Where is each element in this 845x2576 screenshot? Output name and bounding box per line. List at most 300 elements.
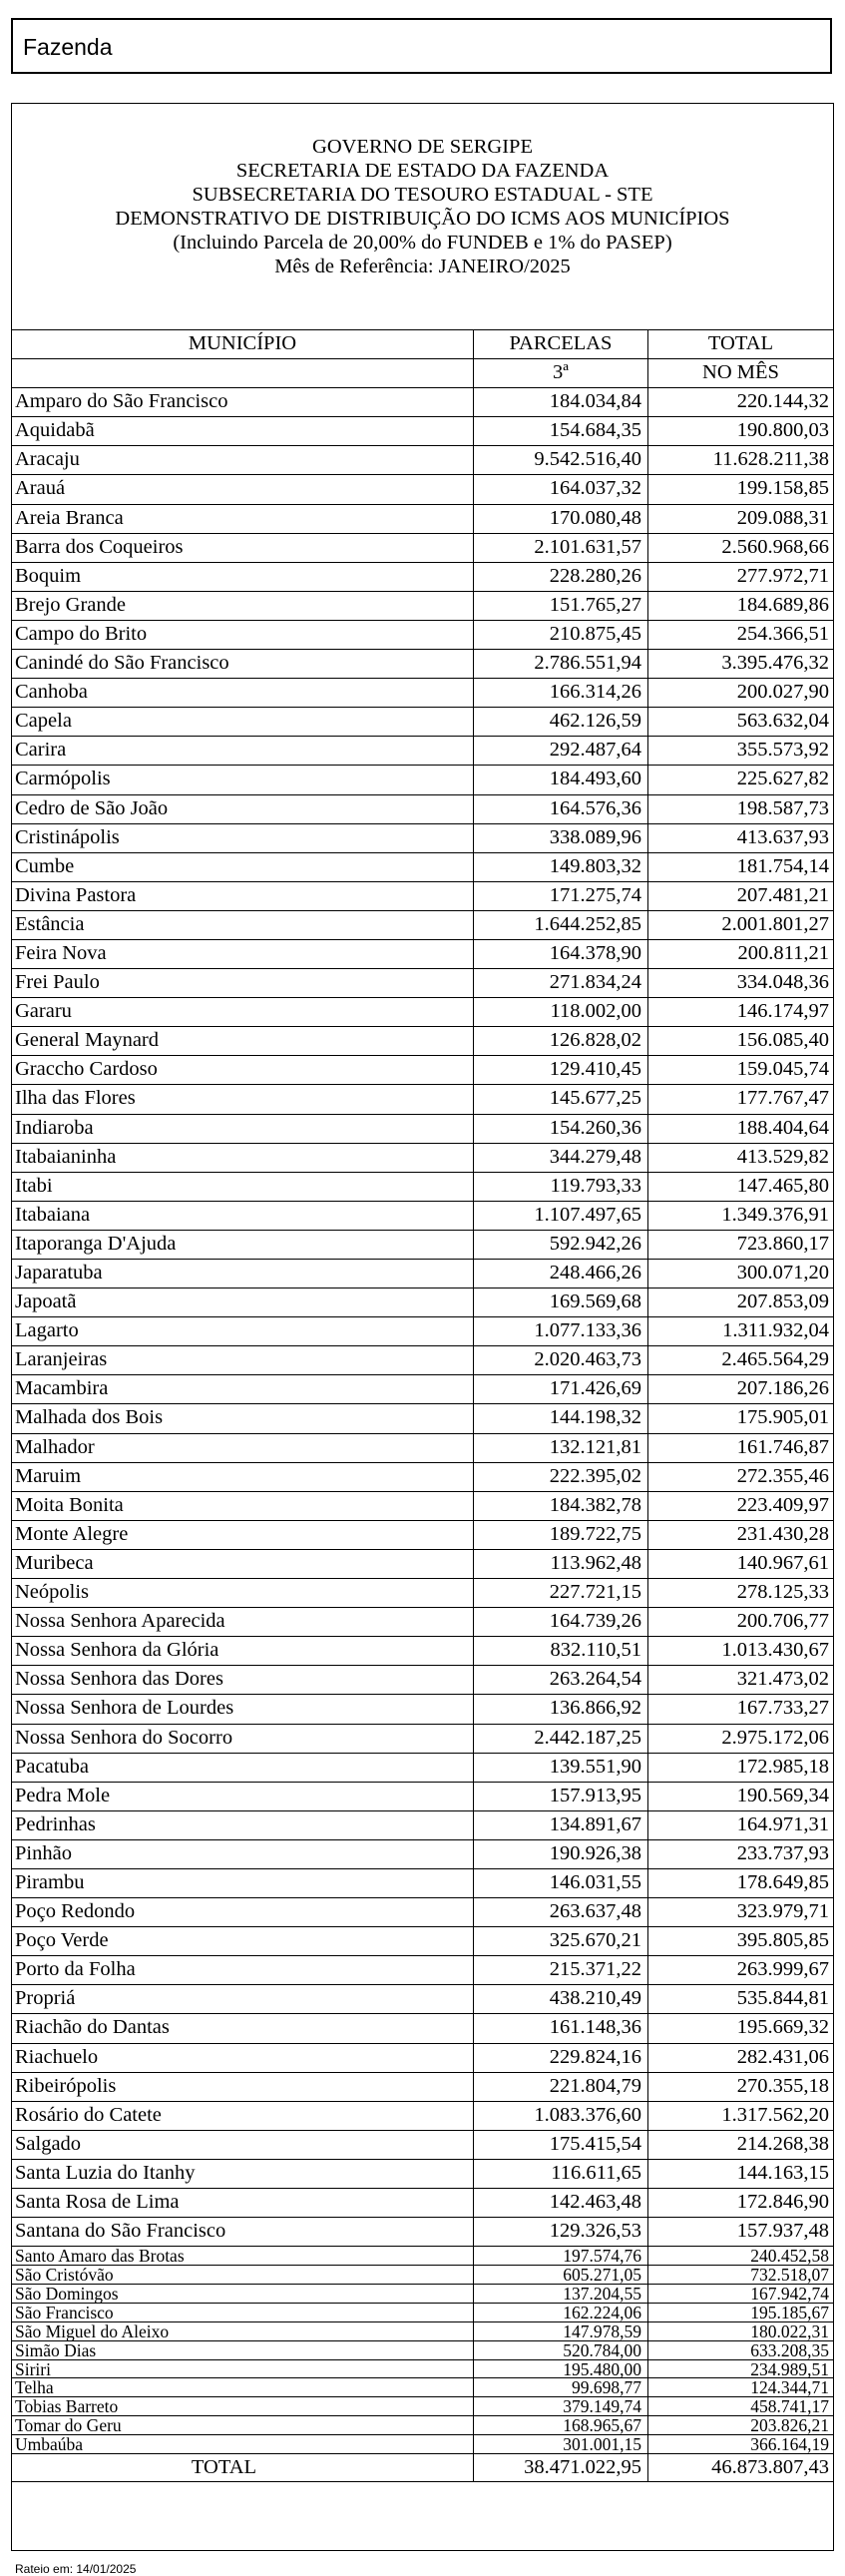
total-mes-cell: 254.366,51 [647,621,833,649]
total-mes-cell: 177.767,47 [647,1085,833,1113]
total-mes-cell: 11.628.211,38 [647,446,833,474]
total-mes-cell: 146.174,97 [647,998,833,1026]
municipio-cell: Carira [15,739,67,762]
parcela-cell: 154.684,35 [473,417,647,445]
municipio-cell: Japaratuba [15,1262,103,1284]
municipio-cell: Barra dos Coqueiros [15,535,184,558]
total-mes-cell: 234.989,51 [647,2360,833,2378]
parcela-cell: 170.080,48 [473,505,647,533]
total-mes-cell: 164.971,31 [647,1811,833,1839]
total-mes-cell: 188.404,64 [647,1115,833,1143]
total-label: TOTAL [191,2455,257,2478]
parcela-cell: 118.002,00 [473,998,647,1026]
table-row [12,445,833,474]
municipio-cell: Santa Luzia do Itanhy [15,2161,196,2184]
parcela-cell: 164.576,36 [473,795,647,823]
table-row [12,591,833,620]
municipio-cell: Itabi [15,1174,53,1197]
municipio-cell: Muribeca [15,1551,94,1574]
table-row [12,1172,833,1201]
parcela-cell: 344.279,48 [473,1144,647,1172]
app-header-bar [11,18,832,74]
table-row [12,1114,833,1143]
parcela-cell: 164.739,26 [473,1608,647,1636]
total-mes-cell: 157.937,48 [647,2218,833,2246]
total-mes-cell: 225.627,82 [647,766,833,793]
title-line-subsecretaria: SUBSECRETARIA DO TESOURO ESTADUAL - STE [192,184,653,206]
parcela-cell: 129.410,45 [473,1056,647,1084]
subheader-total: NO MÊS [647,359,833,387]
parcela-cell: 151.765,27 [473,592,647,620]
municipio-cell: Santana do São Francisco [15,2220,226,2243]
parcela-cell: 379.149,74 [473,2397,647,2415]
total-mes-cell: 172.846,90 [647,2189,833,2217]
table-row [12,997,833,1026]
total-mes-cell: 207.186,26 [647,1375,833,1403]
title-line-secretaria: SECRETARIA DE ESTADO DA FAZENDA [235,160,610,182]
parcela-cell: 161.148,36 [473,2014,647,2042]
table-body [12,387,833,2453]
table-row [12,2377,833,2396]
subheader-parcelas: 3ª [473,359,647,387]
municipio-cell: Malhador [15,1435,95,1458]
table-row [12,1201,833,1230]
parcela-cell: 438.210,49 [473,1985,647,2013]
total-mes-cell: 563.632,04 [647,708,833,736]
total-mes-cell: 413.529,82 [647,1144,833,1172]
parcela-cell: 99.698,77 [473,2378,647,2396]
municipio-cell: Itabaiana [15,1203,91,1226]
parcela-cell: 184.034,84 [473,388,647,416]
total-mes-cell: 178.649,85 [647,1869,833,1897]
table-row [12,1782,833,1810]
municipio-cell: Santa Rosa de Lima [15,2191,180,2213]
table-subheader-row [12,358,833,387]
total-mes-cell: 199.158,85 [647,475,833,503]
table-row [12,2159,833,2188]
parcela-cell: 149.803,32 [473,853,647,881]
municipio-cell: Indiaroba [15,1116,94,1139]
table-row [12,1403,833,1432]
table-row [12,2246,833,2265]
total-mes-cell: 175.905,01 [647,1404,833,1432]
table-row [12,1026,833,1055]
municipio-cell: Gararu [15,1000,72,1023]
table-row [12,910,833,939]
parcela-cell: 142.463,48 [473,2189,647,2217]
table-row [12,939,833,968]
municipio-cell: Canindé do São Francisco [15,652,229,675]
municipio-cell: Cumbe [15,854,75,877]
total-mes-cell: 144.163,15 [647,2160,833,2188]
table-row [12,1288,833,1316]
parcela-cell: 292.487,64 [473,737,647,765]
total-mes-cell: 270.355,18 [647,2073,833,2101]
parcela-cell: 325.670,21 [473,1927,647,1955]
title-line-fundeb: (Incluindo Parcela de 20,00% do FUNDEB e 1% do PASEP) [173,232,672,254]
table-row [12,504,833,533]
total-mes-cell: 159.045,74 [647,1056,833,1084]
parcela-cell: 520.784,00 [473,2341,647,2359]
parcela-cell: 229.824,16 [473,2044,647,2072]
parcela-cell: 605.271,05 [473,2266,647,2284]
table-row [12,1984,833,2013]
table-row [12,387,833,416]
municipio-cell: Malhada dos Bois [15,1406,164,1429]
parcela-cell: 171.275,74 [473,882,647,910]
table-row [12,1694,833,1723]
table-row [12,562,833,591]
municipio-cell: Brejo Grande [15,593,126,616]
table-row [12,1143,833,1172]
total-mes-cell: 334.048,36 [647,969,833,997]
total-mes-cell: 124.344,71 [647,2378,833,2396]
parcela-cell: 157.913,95 [473,1783,647,1810]
table-row [12,2415,833,2434]
total-mes-cell: 278.125,33 [647,1579,833,1607]
table-row [12,881,833,910]
parcela-cell: 263.637,48 [473,1898,647,1926]
table-row [12,2321,833,2340]
parcela-cell: 271.834,24 [473,969,647,997]
municipio-cell: São Cristóvão [15,2265,114,2286]
parcela-cell: 263.264,54 [473,1666,647,1694]
total-mes-cell: 1.349.376,91 [647,1202,833,1230]
municipio-cell: Nossa Senhora de Lourdes [15,1697,234,1720]
municipio-cell: Lagarto [15,1319,79,1342]
municipio-cell: Tomar do Geru [15,2415,122,2436]
parcela-cell: 197.574,76 [473,2247,647,2265]
table-row [12,1753,833,1782]
municipio-cell: Moita Bonita [15,1493,124,1516]
icms-table [12,329,833,2482]
total-mes-cell: 1.013.430,67 [647,1637,833,1665]
municipio-cell: Poço Verde [15,1929,109,1952]
municipio-cell: Canhoba [15,681,88,704]
table-row [12,1084,833,1113]
municipio-cell: Estância [15,912,85,935]
total-mes-cell: 167.942,74 [647,2285,833,2303]
total-mes-cell: 723.860,17 [647,1231,833,1259]
total-mes-cell: 1.317.562,20 [647,2102,833,2130]
header-municipio: MUNICÍPIO [188,332,297,354]
table-row [12,852,833,881]
municipio-cell: Pinhão [15,1841,72,1864]
parcela-cell: 126.828,02 [473,1027,647,1055]
municipio-cell: Ribeirópolis [15,2074,117,2097]
municipio-cell: Riachão do Dantas [15,2016,170,2039]
parcela-cell: 137.204,55 [473,2285,647,2303]
total-mes-cell: 240.452,58 [647,2247,833,2265]
table-row [12,1345,833,1374]
municipio-cell: Ilha das Flores [15,1087,136,1110]
total-mes-cell: 413.637,93 [647,824,833,852]
parcela-cell: 136.866,92 [473,1695,647,1723]
municipio-cell: Divina Pastora [15,883,137,906]
total-mes-cell: 2.001.801,27 [647,911,833,939]
parcela-cell: 301.001,15 [473,2435,647,2453]
municipio-cell: General Maynard [15,1029,160,1052]
parcela-cell: 210.875,45 [473,621,647,649]
total-mes-cell: 355.573,92 [647,737,833,765]
table-row [12,1665,833,1694]
total-mes-cell: 207.481,21 [647,882,833,910]
parcela-cell: 144.198,32 [473,1404,647,1432]
total-mes-cell: 223.409,97 [647,1492,833,1520]
table-row [12,2303,833,2321]
total-mes-cell: 190.800,03 [647,417,833,445]
parcela-cell: 248.466,26 [473,1260,647,1288]
total-mes-cell: 633.208,35 [647,2341,833,2359]
table-row [12,1316,833,1345]
table-row [12,765,833,793]
total-mes-cell: 321.473,02 [647,1666,833,1694]
table-row [12,707,833,736]
parcela-cell: 116.611,65 [473,2160,647,2188]
total-mes-cell: 732.518,07 [647,2266,833,2284]
municipio-cell: Arauá [15,477,66,500]
parcela-cell: 169.569,68 [473,1288,647,1316]
municipio-cell: Aracaju [15,448,80,471]
table-row [12,794,833,823]
total-mes-cell: 195.185,67 [647,2304,833,2321]
parcela-cell: 184.493,60 [473,766,647,793]
table-row [12,2043,833,2072]
municipio-cell: Umbaúba [15,2434,84,2455]
municipio-cell: Rosário do Catete [15,2103,162,2126]
parcela-cell: 129.326,53 [473,2218,647,2246]
total-mes-cell: 190.569,34 [647,1783,833,1810]
table-row [12,1955,833,1984]
total-mes-cell: 1.311.932,04 [647,1317,833,1345]
parcela-cell: 119.793,33 [473,1173,647,1201]
parcela-cell: 215.371,22 [473,1956,647,1984]
report-titles [12,135,833,278]
parcela-cell: 592.942,26 [473,1231,647,1259]
total-mes-cell: 200.811,21 [647,940,833,968]
municipio-cell: Japoatã [15,1290,77,1313]
total-mes-cell: 181.754,14 [647,853,833,881]
total-mes-cell: 231.430,28 [647,1521,833,1549]
municipio-cell: Salgado [15,2132,82,2155]
parcela-cell: 1.107.497,65 [473,1202,647,1230]
municipio-cell: Siriri [15,2358,51,2379]
municipio-cell: Pacatuba [15,1755,89,1778]
total-mes-cell: 220.144,32 [647,388,833,416]
municipio-cell: Poço Redondo [15,1900,136,1923]
table-row [12,1926,833,1955]
table-row [12,968,833,997]
parcela-cell: 184.382,78 [473,1492,647,1520]
total-mes-cell: 3.395.476,32 [647,650,833,678]
parcela-cell: 2.442.187,25 [473,1725,647,1753]
parcela-cell: 222.395,02 [473,1463,647,1491]
table-row [12,649,833,678]
total-mes-cell: 184.689,86 [647,592,833,620]
table-row [12,2130,833,2159]
total-parcelas: 38.471.022,95 [473,2454,647,2481]
municipio-cell: Simão Dias [15,2339,97,2360]
table-row [12,1897,833,1926]
table-row [12,1839,833,1868]
parcela-cell: 145.677,25 [473,1085,647,1113]
municipio-cell: Telha [15,2377,54,2398]
parcela-cell: 2.101.631,57 [473,534,647,562]
total-mes: 46.873.807,43 [647,2454,833,2481]
title-line-demonstrativo: DEMONSTRATIVO DE DISTRIBUIÇÃO DO ICMS AOS MUNICÍPIOS [115,208,730,230]
total-mes-cell: 161.746,87 [647,1434,833,1462]
parcela-cell: 164.037,32 [473,475,647,503]
parcela-cell: 139.551,90 [473,1754,647,1782]
total-mes-cell: 2.560.968,66 [647,534,833,562]
parcela-cell: 171.426,69 [473,1375,647,1403]
total-mes-cell: 272.355,46 [647,1463,833,1491]
parcela-cell: 190.926,38 [473,1840,647,1868]
parcela-cell: 132.121,81 [473,1434,647,1462]
parcela-cell: 9.542.516,40 [473,446,647,474]
municipio-cell: Propriá [15,1987,76,2010]
table-row [12,1491,833,1520]
municipio-cell: Feira Nova [15,941,107,964]
municipio-cell: Neópolis [15,1581,90,1604]
total-mes-cell: 395.805,85 [647,1927,833,1955]
parcela-cell: 166.314,26 [473,679,647,707]
table-row [12,2434,833,2453]
municipio-cell: Pedrinhas [15,1812,96,1835]
total-mes-cell: 195.669,32 [647,2014,833,2042]
table-row [12,678,833,707]
municipio-cell: Aquidabã [15,419,95,442]
table-row [12,1636,833,1665]
app-title: Fazenda [23,34,113,60]
parcela-cell: 147.978,59 [473,2322,647,2340]
table-row [12,1462,833,1491]
municipio-cell: Amparo do São Francisco [15,390,228,413]
municipio-cell: Maruim [15,1464,82,1487]
municipio-cell: Campo do Brito [15,622,148,645]
total-mes-cell: 180.022,31 [647,2322,833,2340]
table-row [12,1810,833,1839]
municipio-cell: Nossa Senhora do Socorro [15,1726,233,1749]
table-row [12,823,833,852]
total-mes-cell: 277.972,71 [647,563,833,591]
total-mes-cell: 300.071,20 [647,1260,833,1288]
total-mes-cell: 200.027,90 [647,679,833,707]
total-mes-cell: 263.999,67 [647,1956,833,1984]
parcela-cell: 1.077.133,36 [473,1317,647,1345]
total-mes-cell: 207.853,09 [647,1288,833,1316]
table-row [12,2217,833,2246]
table-row [12,1433,833,1462]
rateio-footer: Rateio em: 14/01/2025 [15,2562,137,2576]
table-row [12,416,833,445]
table-row [12,1549,833,1578]
municipio-cell: Nossa Senhora da Glória [15,1639,219,1662]
table-header-row [12,329,833,358]
parcela-cell: 1.083.376,60 [473,2102,647,2130]
parcela-cell: 195.480,00 [473,2360,647,2378]
table-row [12,1374,833,1403]
parcela-cell: 338.089,96 [473,824,647,852]
municipio-cell: Cristinápolis [15,825,120,848]
header-parcelas: PARCELAS [473,330,647,358]
table-row [12,2101,833,2130]
total-mes-cell: 282.431,06 [647,2044,833,2072]
municipio-cell: Itaporanga D'Ajuda [15,1232,177,1255]
table-row [12,474,833,503]
report-panel [11,103,834,2576]
table-row [12,2265,833,2284]
table-row [12,1607,833,1636]
parcela-cell: 189.722,75 [473,1521,647,1549]
municipio-cell: Tobias Barreto [15,2396,119,2417]
municipio-cell: Monte Alegre [15,1522,129,1545]
total-mes-cell: 214.268,38 [647,2131,833,2159]
table-total-row [12,2453,833,2482]
table-row [12,2013,833,2042]
municipio-cell: São Miguel do Aleixo [15,2320,170,2341]
table-row [12,2359,833,2378]
table-row [12,1259,833,1288]
parcela-cell: 113.962,48 [473,1550,647,1578]
total-mes-cell: 156.085,40 [647,1027,833,1055]
parcela-cell: 221.804,79 [473,2073,647,2101]
total-mes-cell: 535.844,81 [647,1985,833,2013]
total-mes-cell: 203.826,21 [647,2416,833,2434]
total-mes-cell: 198.587,73 [647,795,833,823]
municipio-cell: Pirambu [15,1870,85,1893]
total-mes-cell: 2.465.564,29 [647,1346,833,1374]
table-row [12,2072,833,2101]
total-mes-cell: 2.975.172,06 [647,1725,833,1753]
parcela-cell: 1.644.252,85 [473,911,647,939]
parcela-cell: 164.378,90 [473,940,647,968]
municipio-cell: Areia Branca [15,506,124,529]
total-mes-cell: 366.164,19 [647,2435,833,2453]
municipio-cell: Graccho Cardoso [15,1058,158,1081]
table-row [12,1520,833,1549]
municipio-cell: Santo Amaro das Brotas [15,2246,185,2267]
parcela-cell: 227.721,15 [473,1579,647,1607]
parcela-cell: 162.224,06 [473,2304,647,2321]
municipio-cell: Capela [15,710,72,733]
parcela-cell: 175.415,54 [473,2131,647,2159]
total-mes-cell: 167.733,27 [647,1695,833,1723]
table-row [12,1578,833,1607]
total-mes-cell: 209.088,31 [647,505,833,533]
municipio-cell: Laranjeiras [15,1348,108,1371]
parcela-cell: 2.020.463,73 [473,1346,647,1374]
parcela-cell: 134.891,67 [473,1811,647,1839]
parcela-cell: 154.260,36 [473,1115,647,1143]
total-mes-cell: 233.737,93 [647,1840,833,1868]
municipio-cell: Porto da Folha [15,1958,136,1981]
total-mes-cell: 323.979,71 [647,1898,833,1926]
header-total: TOTAL [647,330,833,358]
parcela-cell: 2.786.551,94 [473,650,647,678]
table-row [12,533,833,562]
municipio-cell: Frei Paulo [15,971,100,994]
title-line-governo: GOVERNO DE SERGIPE [312,136,533,158]
parcela-cell: 168.965,67 [473,2416,647,2434]
municipio-cell: Macambira [15,1377,109,1400]
total-mes-cell: 172.985,18 [647,1754,833,1782]
municipio-cell: Carmópolis [15,768,111,790]
municipio-cell: Boquim [15,564,82,587]
table-row [12,2396,833,2415]
table-row [12,736,833,765]
total-mes-cell: 458.741,17 [647,2397,833,2415]
